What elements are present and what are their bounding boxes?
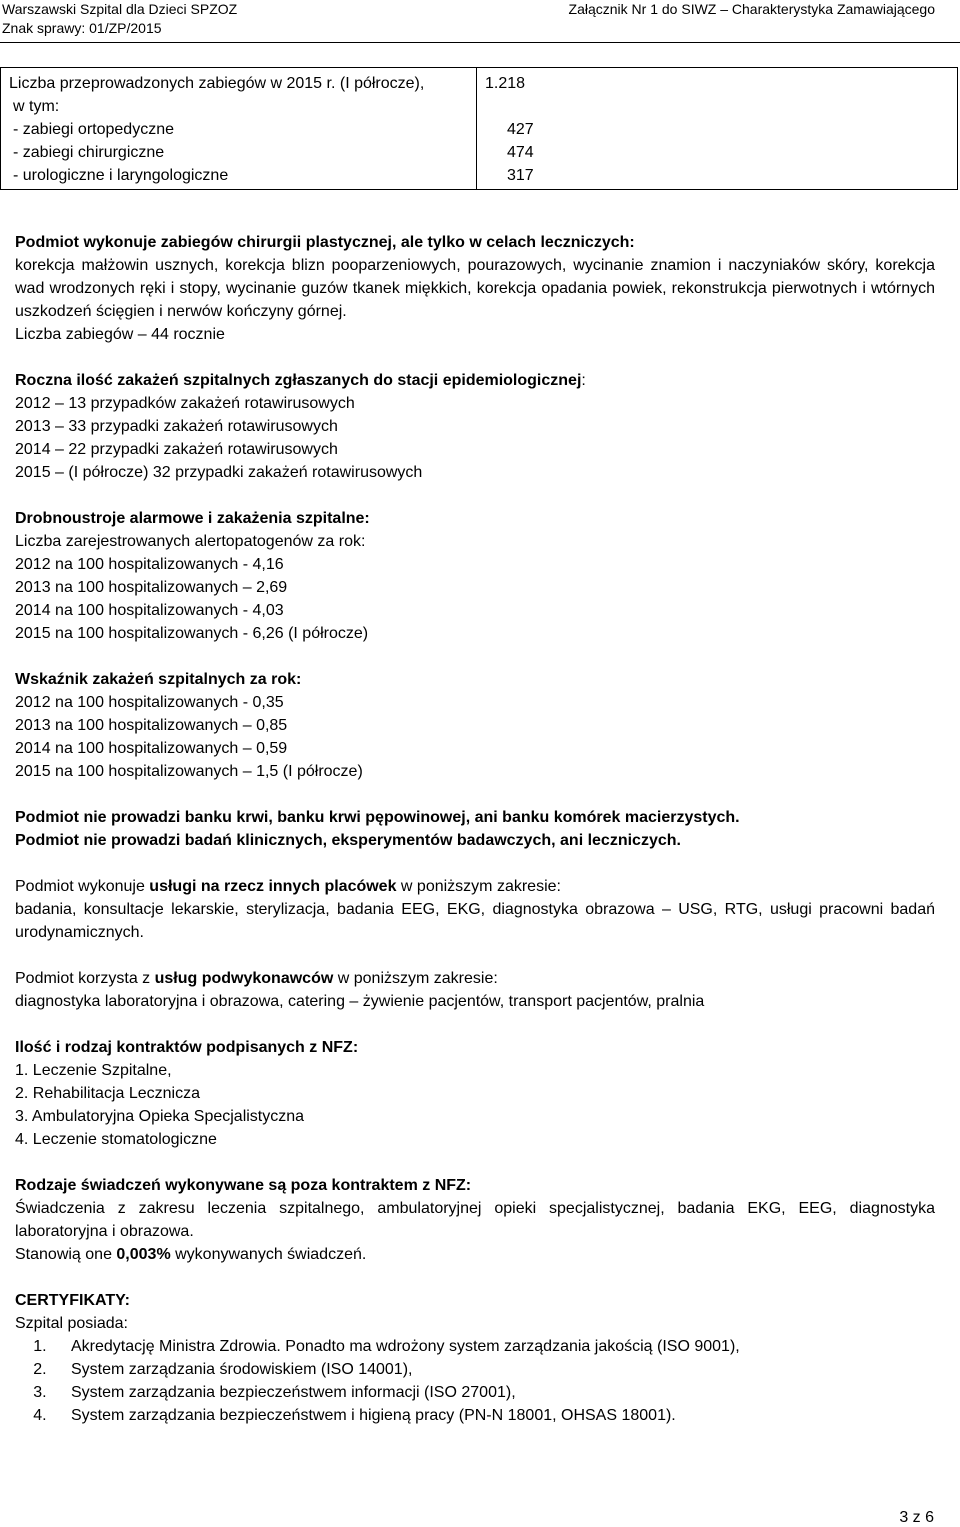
contracts-heading: Ilość i rodzaj kontraktów podpisanych z NFZ: bbox=[15, 1039, 359, 1056]
no-bank-statement: Podmiot nie prowadzi banku krwi, banku krwi pępowinowej, ani banku komórek macierzystych. bbox=[15, 809, 740, 826]
services-prefix: Podmiot wykonuje bbox=[15, 878, 150, 895]
subcontractors-text: diagnostyka laboratoryjna i obrazowa, catering – żywienie pacjentów, transport pacjentów, pralnia bbox=[15, 993, 705, 1010]
document-body bbox=[15, 231, 935, 1427]
infection-index-line: 2012 na 100 hospitalizowanych - 0,35 bbox=[15, 694, 284, 711]
procedures-label-line: - urologiczne i laryngologiczne bbox=[13, 167, 229, 184]
procedures-value-cell bbox=[477, 68, 958, 190]
infection-index-line: 2013 na 100 hospitalizowanych – 0,85 bbox=[15, 717, 288, 734]
certificate-item: 2. System zarządzania środowiskiem (ISO 14001), bbox=[51, 1358, 935, 1381]
certificate-item: 1. Akredytację Ministra Zdrowia. Ponadto ma wdrożony system zarządzania jakością (ISO 9001), bbox=[51, 1335, 935, 1358]
contract-item: 4. Leczenie stomatologiczne bbox=[15, 1131, 217, 1148]
subcontractors-bold: usług podwykonawców bbox=[154, 970, 334, 987]
procedures-label-line: Liczba przeprowadzonych zabiegów w 2015 r. (I półrocze), bbox=[9, 75, 425, 92]
procedures-value: 1.218 bbox=[485, 75, 526, 92]
infections-heading bbox=[15, 369, 935, 392]
services-text: badania, konsultacje lekarskie, sterylizacja, badania EEG, EKG, diagnostyka obrazowa – USG, RTG, usługi pracowni badań urodynamicznych. bbox=[15, 901, 935, 941]
services-intro bbox=[15, 875, 935, 898]
header-left bbox=[2, 0, 237, 38]
infection-index-heading: Wskaźnik zakażeń szpitalnych za rok: bbox=[15, 671, 302, 688]
procedures-label-line: - zabiegi chirurgiczne bbox=[13, 144, 165, 161]
services-suffix: w poniższym zakresie: bbox=[396, 878, 561, 895]
plastic-surgery-text: korekcja małżowin usznych, korekcja blizn pooparzeniowych, pourazowych, wycinanie znamion i naczyniaków skóry, korekcja wad wrodzonych ręki i stopy, wycinanie guzów tkanek miękkich, korekcja opadania powiek, rekonstrukcja pierwotnych i wtórnych uszkodzeń ścięgien i nerwów kończyny górnej. bbox=[15, 257, 935, 320]
alarm-line: 2014 na 100 hospitalizowanych - 4,03 bbox=[15, 602, 284, 619]
procedures-value: 474 bbox=[507, 144, 534, 161]
subcontractors-intro bbox=[15, 967, 935, 990]
outside-contract-text: Świadczenia z zakresu leczenia szpitalnego, ambulatoryjnej opieki specjalistycznej, badania EKG, EEG, diagnostyka laboratoryjna i obrazowa. bbox=[15, 1200, 935, 1240]
certificates-list bbox=[15, 1335, 935, 1427]
header-right: Załącznik Nr 1 do SIWZ – Charakterystyka Zamawiającego bbox=[568, 1, 935, 17]
share-suffix: wykonywanych świadczeń. bbox=[170, 1246, 367, 1263]
certificate-item: 3. System zarządzania bezpieczeństwem informacji (ISO 27001), bbox=[51, 1381, 935, 1404]
procedures-value bbox=[485, 95, 949, 118]
page-number: 3 z 6 bbox=[899, 1509, 934, 1526]
alarm-heading: Drobnoustroje alarmowe i zakażenia szpitalne: bbox=[15, 510, 370, 527]
infections-line: 2012 – 13 przypadków zakażeń rotawirusowych bbox=[15, 395, 355, 412]
infections-line: 2015 – (I półrocze) 32 przypadki zakażeń rotawirusowych bbox=[15, 464, 423, 481]
procedures-label-line: - zabiegi ortopedyczne bbox=[13, 121, 174, 138]
certificate-item: 4. System zarządzania bezpieczeństwem i higieną pracy (PN-N 18001, OHSAS 18001). bbox=[51, 1404, 935, 1427]
outside-contract-share bbox=[15, 1243, 935, 1266]
subcontractors-prefix: Podmiot korzysta z bbox=[15, 970, 155, 987]
infections-heading-colon: : bbox=[581, 372, 586, 389]
header-divider bbox=[0, 42, 960, 43]
procedures-table bbox=[0, 67, 958, 190]
table-row bbox=[1, 68, 958, 190]
share-prefix: Stanowią one bbox=[15, 1246, 117, 1263]
plastic-surgery-heading: Podmiot wykonuje zabiegów chirurgii plastycznej, ale tylko w celach leczniczych: bbox=[15, 234, 635, 251]
plastic-surgery-count: Liczba zabiegów – 44 rocznie bbox=[15, 326, 225, 343]
contract-item: 2. Rehabilitacja Lecznicza bbox=[15, 1085, 200, 1102]
no-research-statement: Podmiot nie prowadzi badań klinicznych, eksperymentów badawczych, ani leczniczych. bbox=[15, 832, 681, 849]
procedures-value: 427 bbox=[507, 121, 534, 138]
outside-contract-heading: Rodzaje świadczeń wykonywane są poza kontraktem z NFZ: bbox=[15, 1177, 472, 1194]
alarm-subheading: Liczba zarejestrowanych alertopatogenów za rok: bbox=[15, 533, 366, 550]
alarm-line: 2012 na 100 hospitalizowanych - 4,16 bbox=[15, 556, 284, 573]
subcontractors-suffix: w poniższym zakresie: bbox=[333, 970, 498, 987]
contract-item: 3. Ambulatoryjna Opieka Specjalistyczna bbox=[15, 1108, 305, 1125]
procedures-value: 317 bbox=[507, 167, 534, 184]
infections-line: 2013 – 33 przypadki zakażeń rotawirusowych bbox=[15, 418, 338, 435]
infection-index-line: 2014 na 100 hospitalizowanych – 0,59 bbox=[15, 740, 288, 757]
alarm-line: 2015 na 100 hospitalizowanych - 6,26 (I półrocze) bbox=[15, 625, 369, 642]
infections-heading-text: Roczna ilość zakażeń szpitalnych zgłaszanych do stacji epidemiologicznej bbox=[15, 372, 582, 389]
infections-line: 2014 – 22 przypadki zakażeń rotawirusowych bbox=[15, 441, 338, 458]
contract-item: 1. Leczenie Szpitalne, bbox=[15, 1062, 172, 1079]
alarm-line: 2013 na 100 hospitalizowanych – 2,69 bbox=[15, 579, 288, 596]
procedures-label-line: w tym: bbox=[13, 98, 60, 115]
hospital-name: Warszawski Szpital dla Dzieci SPZOZ bbox=[2, 1, 238, 17]
certificates-subheading: Szpital posiada: bbox=[15, 1315, 128, 1332]
certificates-heading: CERTYFIKATY: bbox=[15, 1292, 130, 1309]
services-bold: usługi na rzecz innych placówek bbox=[149, 878, 397, 895]
case-reference: Znak sprawy: 01/ZP/2015 bbox=[2, 20, 162, 36]
share-value: 0,003% bbox=[116, 1246, 171, 1263]
infection-index-line: 2015 na 100 hospitalizowanych – 1,5 (I półrocze) bbox=[15, 763, 363, 780]
procedures-label-cell bbox=[1, 68, 477, 190]
